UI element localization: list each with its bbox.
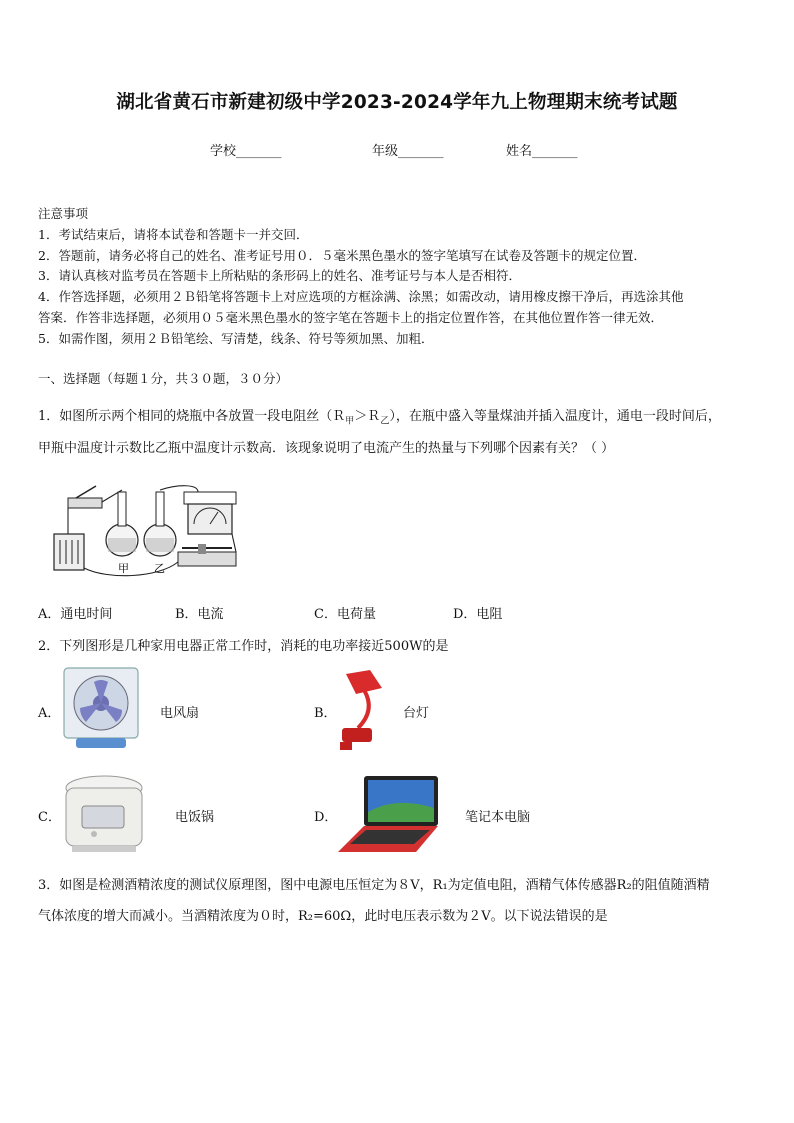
rheostat-icon: [178, 544, 236, 566]
question-3-line-2: 气体浓度的增大而减小。当酒精浓度为０时，R₂=60Ω，此时电压表示数为２V。以下说法错误的是: [38, 909, 608, 924]
switch-icon: [68, 486, 102, 508]
grade-label: 年级: [372, 144, 399, 159]
flask-jia-icon: [106, 492, 138, 556]
rice-cooker-image: [60, 772, 150, 856]
notice-item: 5．如需作图，须用２Ｂ铅笔绘、写清楚，线条、符号等须加黑、加粗．: [38, 331, 434, 346]
notice-item: 2．答题前，请务必将自己的姓名、准考证号用０．５毫米黑色墨水的签字笔填写在试卷及答题卡的规定位置．: [38, 248, 646, 263]
q2-option-b-name: 台灯: [403, 706, 430, 721]
q1-text: 1．如图所示两个相同的烧瓶中各放置一段电阻丝（Ｒ: [38, 409, 346, 424]
question-2-stem: 2．下列图形是几种家用电器正常工作时，消耗的电功率接近500W的是: [38, 639, 449, 654]
q2-option-c-name: 电饭锅: [175, 810, 215, 825]
name-label: 姓名: [506, 144, 533, 159]
grade-blank[interactable]: _______: [398, 144, 444, 159]
desk-lamp-image: [336, 666, 390, 752]
laptop-image: [336, 772, 442, 856]
q1-text: ），在瓶中盛入等量煤油并插入温度计，通电一段时间后，: [389, 409, 721, 424]
school-label: 学校: [210, 144, 237, 159]
label-jia: 甲: [118, 562, 129, 575]
school-field[interactable]: [210, 140, 282, 159]
question-3-line-1: 3．如图是检测酒精浓度的测试仪原理图，图中电源电压恒定为８V，R₁为定值电阻，酒精气体传感器R₂的阻值随酒精: [38, 878, 710, 893]
label-yi: 乙: [154, 562, 165, 575]
name-blank[interactable]: _______: [532, 144, 578, 159]
notice-item: 1．考试结束后，请将本试卷和答题卡一并交回．: [38, 227, 309, 242]
name-field[interactable]: [506, 140, 578, 159]
q2-option-d-letter[interactable]: D．: [314, 810, 338, 825]
q2-option-a-letter[interactable]: A．: [38, 706, 61, 721]
q2-option-d-name: 笔记本电脑: [465, 810, 531, 825]
q2-option-c-letter[interactable]: C．: [38, 810, 61, 825]
subscript-yi: 乙: [380, 416, 390, 427]
q1-option-c[interactable]: C．电荷量: [314, 607, 376, 622]
notice-heading: 注意事项: [38, 206, 89, 221]
question-1-line-1: [38, 405, 721, 427]
battery-icon: [54, 534, 84, 570]
page-title: 湖北省黄石市新建初级中学2023-2024学年九上物理期末统考试题: [116, 92, 678, 113]
notice-item: 答案．作答非选择题，必须用０５毫米黑色墨水的签字笔在答题卡上的指定位置作答，在其他位置作答一律无效．: [38, 310, 664, 325]
q2-option-a-name: 电风扇: [160, 706, 200, 721]
subscript-jia: 甲: [345, 416, 355, 427]
section-heading: 一、选择题（每题１分，共３０题，３０分）: [38, 371, 289, 386]
q1-option-d[interactable]: D．电阻: [453, 607, 503, 622]
q1-circuit-figure: [48, 478, 248, 583]
electric-fan-image: [62, 666, 140, 752]
grade-field[interactable]: [372, 140, 444, 159]
notice-item: 3．请认真核对监考员在答题卡上所粘贴的条形码上的姓名、准考证号与本人是否相符．: [38, 268, 521, 283]
question-1-line-2: 甲瓶中温度计示数比乙瓶中温度计示数高．该现象说明了电流产生的热量与下列哪个因素有关？（ ）: [38, 441, 615, 456]
q2-option-b-letter[interactable]: B．: [314, 706, 337, 721]
flask-yi-icon: [144, 492, 176, 556]
q1-option-b[interactable]: B．电流: [175, 607, 224, 622]
notice-item: 4．作答选择题，必须用２Ｂ铅笔将答题卡上对应选项的方框涂满、涂黑；如需改动，请用橡皮擦干净后，再选涂其他: [38, 289, 684, 304]
q1-text: ＞Ｒ: [354, 409, 381, 424]
school-blank[interactable]: _______: [236, 144, 282, 159]
q1-option-a[interactable]: A．通电时间: [38, 607, 113, 622]
ammeter-icon: [184, 492, 236, 534]
